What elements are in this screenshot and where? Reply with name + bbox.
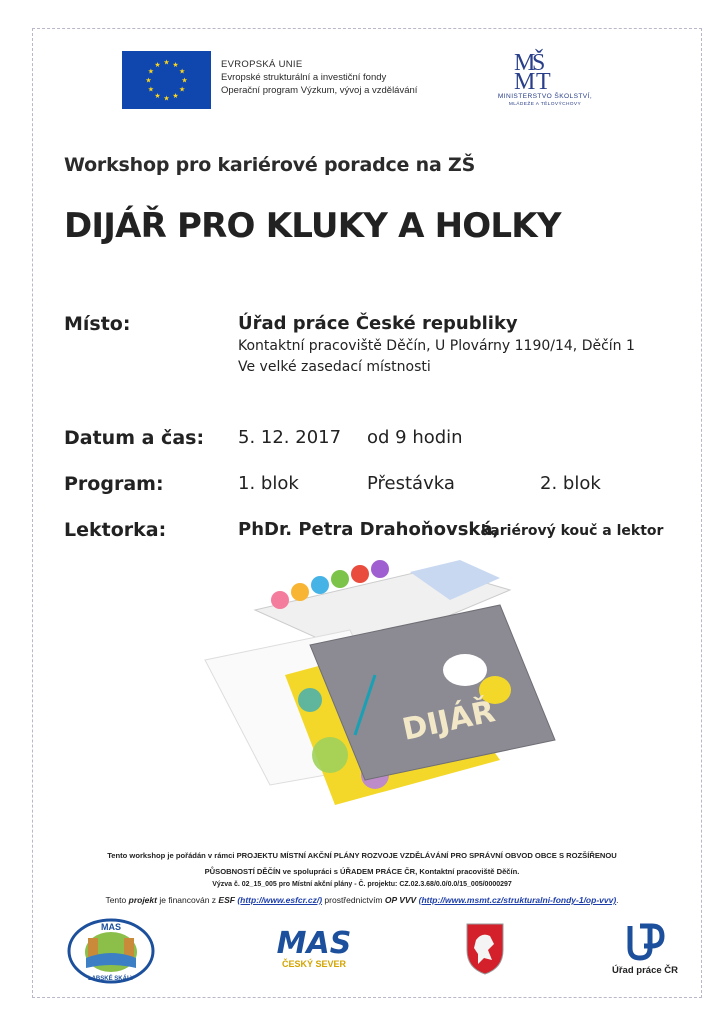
eu-logo-text [221, 58, 417, 97]
msmt-logo [482, 48, 608, 118]
eu-star-icon: ★ [163, 58, 170, 67]
esf-link[interactable]: (http://www.esfcr.cz/) [237, 895, 323, 905]
funding-text-b: projekt [128, 895, 157, 905]
program-label: Program: [64, 473, 164, 495]
eu-line2: Evropské strukturální a investiční fondy [221, 72, 387, 83]
mas2-text: ČESKÝ SEVER [281, 959, 347, 969]
mas-cesky-sever-logo [274, 922, 354, 978]
eu-star-icon: ★ [147, 67, 155, 76]
eu-star-icon: ★ [172, 60, 179, 69]
footer-funding [36, 895, 688, 905]
place-address: Kontaktní pracoviště Děčín, U Plovárny 1190/14, Děčín 1 [238, 338, 635, 354]
footer-line1: Tento workshop je pořádán v rámci PROJEKTU MÍSTNÍ AKČNÍ PLÁNY ROZVOJE VZDĚLÁVÁNÍ PRO SPRÁVNÍ OBVOD OBCE S ROZŠÍŘENOU [107, 851, 617, 860]
svg-text:MAS: MAS [276, 926, 352, 958]
eu-star-icon: ★ [172, 92, 179, 101]
eu-star-icon: ★ [163, 94, 170, 103]
eu-star-icon: ★ [147, 85, 155, 94]
diary-photo [200, 560, 590, 810]
eu-star-icon: ★ [154, 60, 161, 69]
urad-prace-text: Úřad práce ČR [612, 965, 678, 976]
subtitle: Workshop pro kariérové poradce na ZŠ [64, 154, 476, 176]
lecturer-label: Lektorka: [64, 519, 167, 541]
msmt-monogram-icon [512, 48, 562, 90]
funding-text-c: je financován z [159, 895, 217, 905]
footer-project-text [36, 848, 688, 880]
mas-labske-skaly-logo [66, 918, 156, 984]
program-block2: 2. blok [540, 473, 601, 494]
svg-text:M: M [514, 50, 536, 76]
msmt-line2: MLÁDEŽE A TĚLOVÝCHOVY [508, 102, 582, 107]
svg-text:T: T [536, 69, 551, 90]
footer-line2: PŮSOBNOSTÍ DĚČÍN ve spolupráci s ÚŘADEM PRÁCE ČR, Kontaktní pracoviště Děčín. [204, 867, 520, 876]
msmt-line1: MINISTERSTVO ŠKOLSTVÍ, [497, 93, 593, 100]
eu-star-icon: ★ [178, 67, 186, 76]
eu-star-icon: ★ [145, 76, 152, 85]
eu-line3: Operační program Výzkum, vývoj a vzdělávání [221, 85, 418, 96]
lecturer-role: kariérový kouč a lektor [481, 523, 664, 539]
decin-coat-of-arms-logo [464, 920, 506, 976]
place-name: Úřad práce České republiky [238, 313, 518, 334]
svg-text:Š: Š [532, 50, 546, 76]
funding-text-f: OP VVV [384, 895, 417, 905]
eu-star-icon: ★ [178, 85, 186, 94]
msmt-link[interactable]: (http://www.msmt.cz/strukturalni-fondy-1/op-vvv) [418, 895, 617, 905]
date-value: 5. 12. 2017 [238, 427, 342, 448]
footer-line3: Výzva č. 02_15_005 pro Místní akční plány - Č. projektu: CZ.02.3.68/0.0/0.0/15_005/0000297 [212, 881, 512, 888]
funding-text-d: ESF [218, 895, 235, 905]
place-room: Ve velké zasedací místnosti [238, 359, 431, 375]
funding-text-e: prostřednictvím [324, 895, 383, 905]
program-break: Přestávka [367, 473, 455, 494]
funding-text-a: Tento [105, 895, 127, 905]
program-block1: 1. blok [238, 473, 299, 494]
eu-flag-logo [122, 51, 211, 109]
datetime-label: Datum a čas: [64, 427, 205, 449]
eu-line1: EVROPSKÁ UNIE [221, 59, 303, 70]
svg-text:M: M [514, 69, 536, 90]
page-title: DIJÁŘ PRO KLUKY A HOLKY [64, 206, 561, 246]
diary-cover-text: DIJÁŘ [399, 694, 499, 748]
urad-prace-logo [600, 922, 690, 982]
place-label: Místo: [64, 313, 131, 335]
eu-star-icon: ★ [181, 76, 188, 85]
mas1-bottom-text: LABSKÉ SKÁLY [87, 976, 135, 982]
funding-text-g: . [616, 895, 619, 905]
time-value: od 9 hodin [367, 427, 463, 448]
eu-star-icon: ★ [154, 92, 161, 101]
lecturer-name: PhDr. Petra Drahoňovská, [238, 519, 500, 540]
mas1-top-text: MAS [101, 922, 121, 932]
